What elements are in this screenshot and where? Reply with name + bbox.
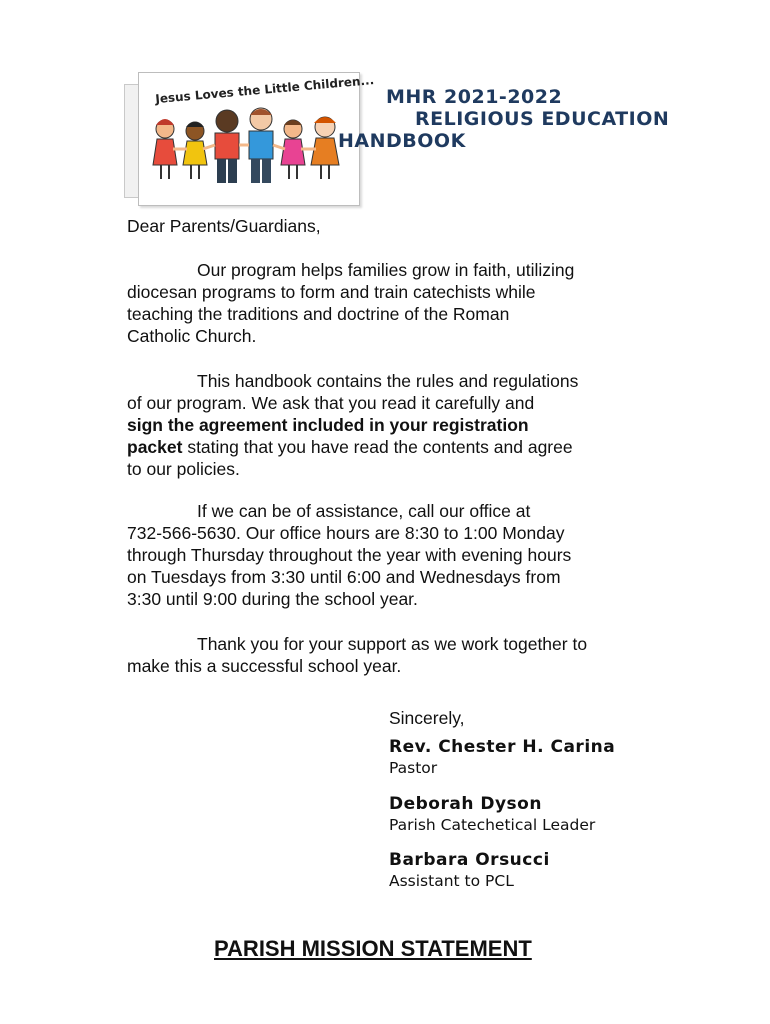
mission-statement-heading: PARISH MISSION STATEMENT <box>214 936 532 961</box>
signer-name: Rev. Chester H. Carina <box>389 737 616 757</box>
agreement-instruction: sign the agreement included in your registration packet <box>127 415 529 457</box>
paragraph-handbook <box>127 370 717 480</box>
paragraph-office-hours: If we can be of assistance, call our office at 732-566-5630. Our office hours are 8:30 to 1:00 Monday through Thursday throughout the year with evening hours on Tuesdays from 3:30 until 6:00 and Wednesdays from 3:30 until 9:00 during the school year. <box>127 501 572 609</box>
child-figure <box>215 110 239 183</box>
signer-name: Barbara Orsucci <box>389 850 550 870</box>
handbook-title-handbook: HANDBOOK <box>338 130 466 152</box>
signer-name: Deborah Dyson <box>389 794 542 814</box>
child-figure <box>249 108 273 183</box>
handbook-title-year: MHR 2021-2022 <box>386 86 563 108</box>
signer-role: Parish Catechetical Leader <box>389 816 596 834</box>
paragraph-thanks: Thank you for your support as we work together to make this a successful school year. <box>127 634 588 676</box>
illustration-caption: Jesus Loves the Little Children... <box>154 73 375 107</box>
closing: Sincerely, <box>389 708 465 728</box>
handbook-title-program: RELIGIOUS EDUCATION <box>415 108 670 130</box>
paragraph-program: Our program helps families grow in faith, utilizing diocesan programs to form and train catechists while teaching the traditions and doctrine of the Roman Catholic Church. <box>127 260 575 346</box>
children-holding-hands-drawing <box>143 99 355 199</box>
children-illustration <box>124 72 375 208</box>
salutation: Dear Parents/Guardians, <box>127 216 321 236</box>
signer-role: Assistant to PCL <box>389 872 514 890</box>
card-front-panel <box>138 72 375 206</box>
paragraph-handbook-start: This handbook contains the rules and regulations of our program. We ask that you read it carefully and <box>127 371 579 413</box>
paragraph-handbook-end: stating that you have read the contents and agree to our policies. <box>127 437 573 479</box>
signer-role: Pastor <box>389 759 438 777</box>
